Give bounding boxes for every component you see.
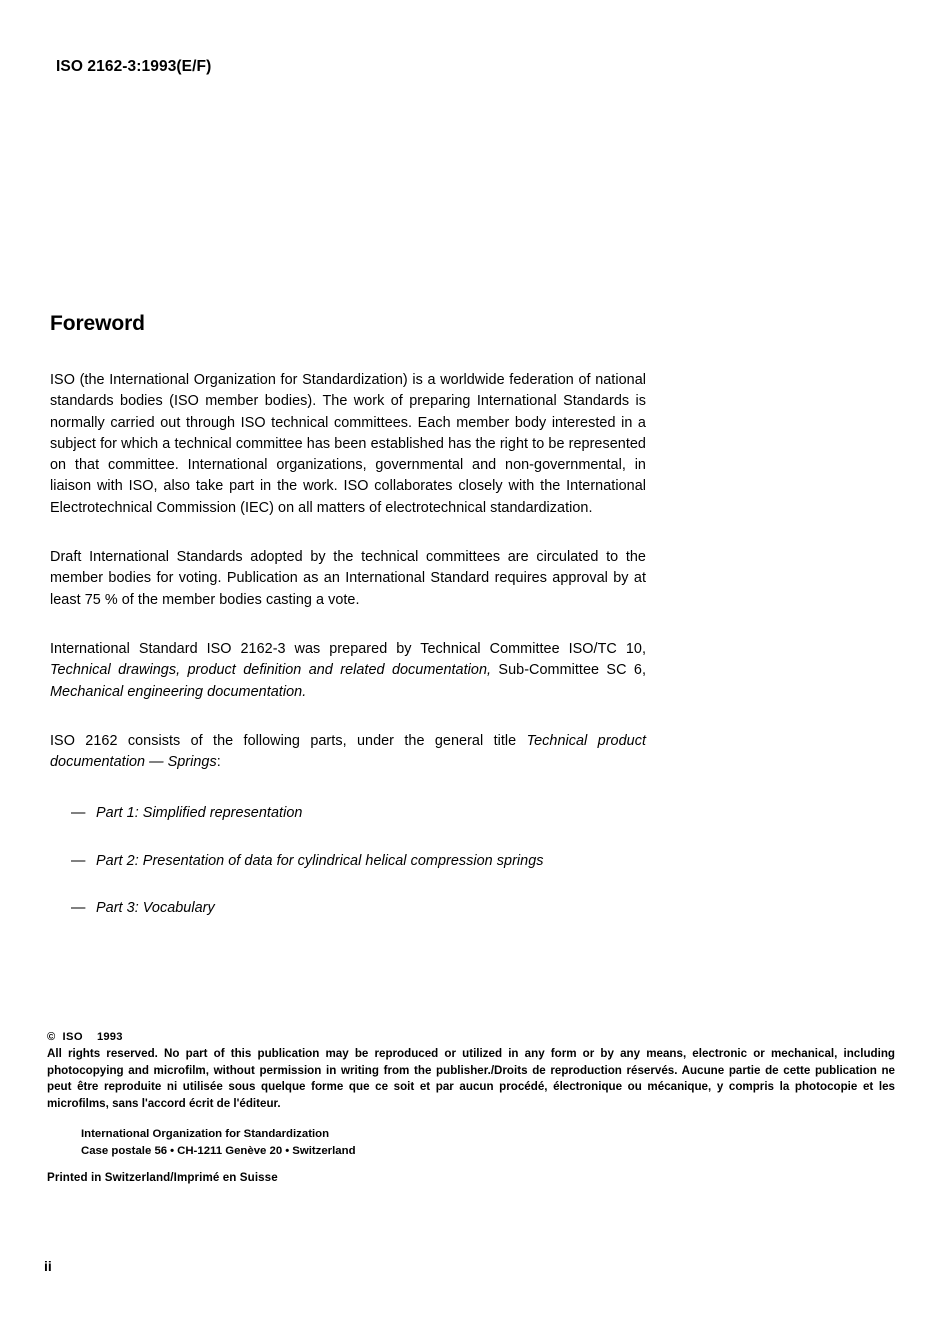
foreword-paragraph-2: Draft International Standards adopted by the technical committees are circulated to the member bodies for voting. Publication as an International Standard requires approval by at least 75 % of the member bodies casting a vote. [50, 549, 646, 608]
publisher-name: International Organization for Standardization [81, 1128, 330, 1141]
address-country: Switzerland [292, 1144, 356, 1157]
list-item [50, 898, 646, 919]
foreword-paragraph-1: ISO (the International Organization for Standardization) is a worldwide federation of national standards bodies (ISO member bodies). The work of preparing International Standards is normally carried out through ISO technical committees. Each member body interested in a subject for which a technical committee has been established has the right to be represented on that committee. International organizations, governmental and non-governmental, in liaison with ISO, also take part in the work. ISO collaborates closely with the International Electrotechnical Commission (IEC) on all matters of electrotechnical standardization. [50, 372, 646, 516]
part-label: Part 3: Vocabulary [96, 900, 215, 917]
parts-list [50, 803, 646, 919]
part-label: Part 2: Presentation of data for cylindrical helical compression springs [96, 852, 544, 869]
foreword-paragraph-parts-intro [50, 731, 646, 774]
technical-committee-title: Technical drawings, product definition and related documentation, [50, 662, 492, 679]
copyright-icon: © [47, 1031, 56, 1043]
general-title: Technical product documentation — Springs [50, 732, 646, 771]
prepared-by-middle: Sub-Committee SC 6, [491, 662, 646, 679]
parts-intro-lead: ISO 2162 consists of the following parts, under the general title [50, 732, 527, 749]
address-city: CH-1211 Genève 20 [177, 1144, 283, 1157]
address-box: Case postale 56 [81, 1144, 168, 1157]
copyright-footer [47, 1031, 897, 1184]
document-number-header: ISO 2162-3:1993(E/F) [56, 58, 212, 75]
prepared-by-lead: International Standard ISO 2162-3 was prepared by Technical Committee ISO/TC 10, [50, 640, 646, 657]
em-dash-icon: — [71, 852, 86, 869]
copyright-line [47, 1031, 897, 1043]
copyright-org: ISO [62, 1031, 83, 1043]
list-item [50, 803, 646, 824]
page-title: Foreword [50, 312, 145, 335]
foreword-paragraph-prepared-by [50, 639, 646, 703]
rights-reserved-text: All rights reserved. No part of this publication may be reproduced or utilized in any form or by any means, electronic or mechanical, including photocopying and microfilm, without permission in writing from the publisher./Droits de reproduction réservés. Aucune partie de cette publication ne peut être reproduite ni utilisée sous quelque forme que ce soit et par aucun procédé, électronique ou mécanique, y compris la photocopie et les microfilms, sans l'accord écrit de l'éditeur. [47, 1047, 895, 1110]
part-label: Part 1: Simplified representation [96, 805, 303, 822]
parts-intro-tail: : [216, 754, 221, 771]
em-dash-icon: — [71, 900, 86, 917]
list-item [50, 851, 646, 872]
bullet-separator-icon: • [285, 1144, 290, 1157]
printed-in-line: Printed in Switzerland/Imprimé en Suisse [47, 1170, 278, 1184]
bullet-separator-icon: • [170, 1144, 175, 1157]
copyright-year: 1993 [96, 1031, 123, 1043]
page-number: ii [44, 1258, 52, 1274]
foreword-section [50, 312, 646, 919]
sub-committee-title: Mechanical engineering documentation. [50, 683, 307, 700]
publisher-address [81, 1126, 897, 1158]
publisher-address-line [81, 1143, 897, 1159]
em-dash-icon: — [71, 805, 86, 822]
